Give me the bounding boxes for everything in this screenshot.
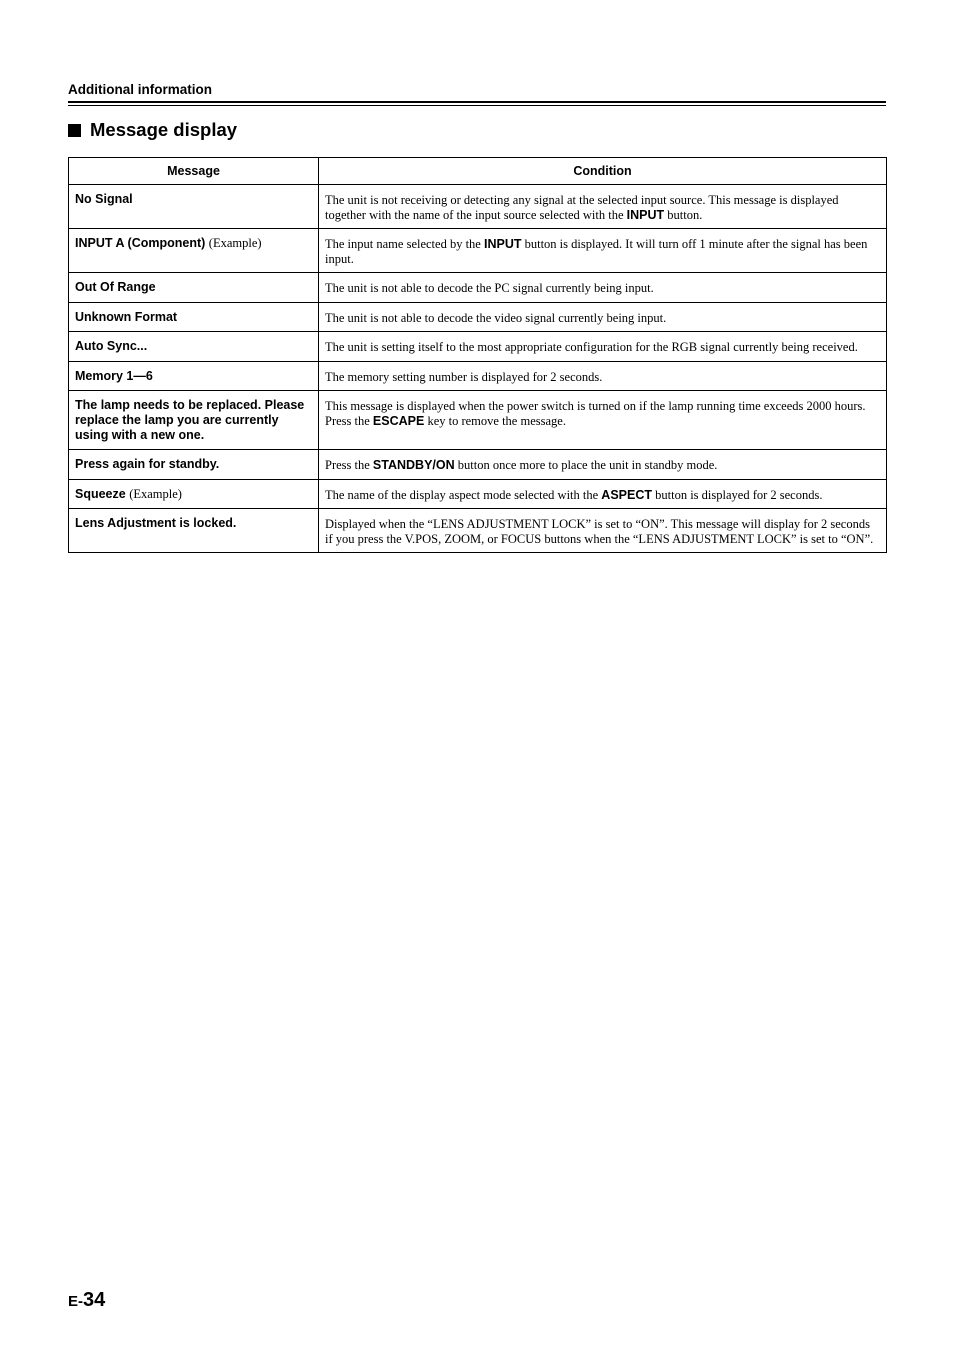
column-header-message: Message <box>69 158 319 185</box>
message-cell <box>69 479 319 509</box>
message-text: Squeeze <box>75 486 126 501</box>
table-row <box>69 479 887 509</box>
condition-text: The unit is not able to decode the video signal currently being input. <box>325 310 667 325</box>
table-row <box>69 450 887 480</box>
header-rule-thin <box>68 105 886 106</box>
message-text: Auto Sync... <box>75 339 148 353</box>
message-table <box>68 157 887 553</box>
condition-cell <box>319 361 887 391</box>
message-cell <box>69 185 319 229</box>
square-bullet-icon <box>68 124 81 137</box>
column-header-condition: Condition <box>319 158 887 185</box>
condition-cell <box>319 273 887 303</box>
table-row <box>69 273 887 303</box>
message-text: The lamp needs to be replaced. Please replace the lamp you are currently using with a new one. <box>75 398 305 442</box>
condition-cell <box>319 450 887 480</box>
condition-cell <box>319 229 887 273</box>
condition-text: The name of the display aspect mode selected with the <box>325 487 602 502</box>
message-cell <box>69 361 319 391</box>
page-prefix: E- <box>68 1293 83 1310</box>
message-text: No Signal <box>75 192 133 206</box>
key-name: ASPECT <box>601 487 652 502</box>
condition-text: key to remove the message. <box>424 413 566 428</box>
message-text: Unknown Format <box>75 309 178 324</box>
message-cell <box>69 302 319 332</box>
condition-text: Press the <box>325 458 373 472</box>
section-title: Message display <box>90 119 238 140</box>
message-note: (Example) <box>208 236 262 250</box>
condition-text: button is displayed for 2 seconds. <box>652 487 823 502</box>
condition-text: button. <box>664 207 703 222</box>
page-number <box>68 1289 105 1312</box>
key-name: ESCAPE <box>372 413 425 428</box>
message-text: Press again for standby. <box>75 457 220 471</box>
condition-cell <box>319 185 887 229</box>
condition-cell <box>319 332 887 362</box>
condition-text: The input name selected by the <box>325 237 484 251</box>
condition-cell <box>319 302 887 332</box>
table-row <box>69 391 887 450</box>
condition-text: The memory setting number is displayed for 2 seconds. <box>325 369 603 384</box>
message-cell <box>69 273 319 303</box>
message-text: Lens Adjustment is locked. <box>75 516 237 530</box>
table-header-row <box>69 158 887 185</box>
condition-text: The unit is not receiving or detecting any signal at the selected input source. This message is displayed together with the name of the input source selected with the <box>325 193 839 222</box>
message-cell <box>69 229 319 273</box>
section-heading <box>68 119 237 141</box>
message-note: (Example) <box>129 486 182 501</box>
condition-cell <box>319 391 887 450</box>
table-row <box>69 302 887 332</box>
condition-text: This message is displayed when the power switch is turned on if the lamp running time exceeds 2000 hours. Press the <box>325 399 866 428</box>
key-name: INPUT <box>626 207 665 222</box>
condition-text: The unit is not able to decode the PC signal currently being input. <box>325 281 654 295</box>
condition-text: The unit is setting itself to the most appropriate configuration for the RGB signal currently being received. <box>325 340 858 354</box>
table-row <box>69 185 887 229</box>
key-name: STANDBY/ON <box>372 458 455 472</box>
message-cell <box>69 391 319 450</box>
condition-cell <box>319 509 887 553</box>
condition-text: button is displayed. It will turn off 1 minute after the signal has been input. <box>325 237 868 266</box>
message-cell <box>69 509 319 553</box>
table-row <box>69 361 887 391</box>
condition-text: Displayed when the “LENS ADJUSTMENT LOCK” is set to “ON”. This message will display for 2 seconds if you press the V.POS, ZOOM, or FOCUS buttons when the “LENS ADJUSTMENT LOCK” is set to “ON”. <box>325 517 874 546</box>
message-text: Memory 1—6 <box>75 368 153 383</box>
condition-cell <box>319 479 887 509</box>
running-head: Additional information <box>68 82 212 97</box>
key-name: INPUT <box>483 237 522 251</box>
condition-text: button once more to place the unit in standby mode. <box>454 458 718 472</box>
message-text: Out Of Range <box>75 280 156 294</box>
message-text: INPUT A (Component) <box>75 236 206 250</box>
message-cell <box>69 332 319 362</box>
page-number-value: 34 <box>83 1289 106 1311</box>
table-body <box>69 185 887 553</box>
table-row <box>69 509 887 553</box>
message-cell <box>69 450 319 480</box>
header-rule-thick <box>68 101 886 103</box>
table-row <box>69 332 887 362</box>
table-row <box>69 229 887 273</box>
